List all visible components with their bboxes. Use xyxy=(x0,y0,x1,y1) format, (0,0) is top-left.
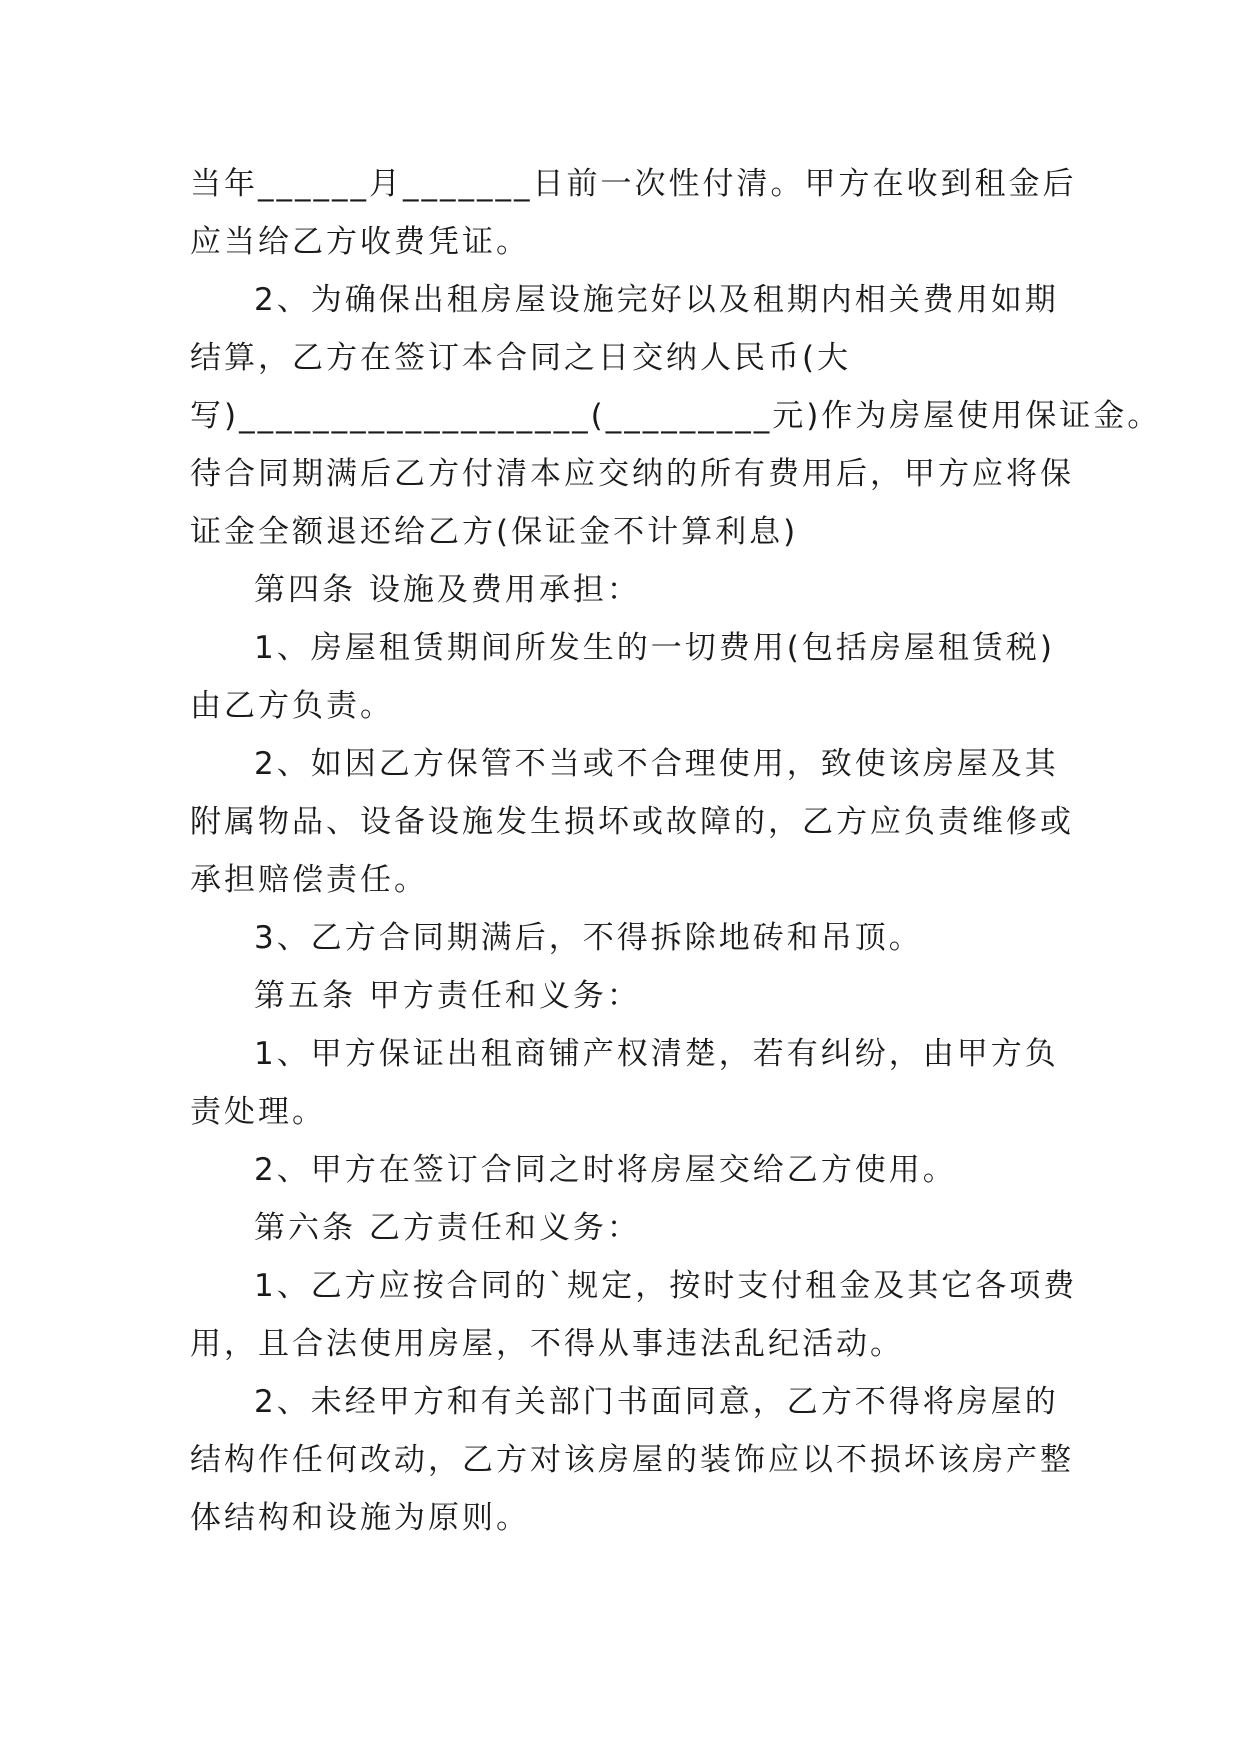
text-line: 责处理。 xyxy=(190,1094,326,1130)
text-line: 待合同期满后乙方付清本应交纳的所有费用后，甲方应将保 xyxy=(190,456,1074,492)
article-heading: 第六条 乙方责任和义务： xyxy=(254,1210,641,1246)
paragraph-start: 1、甲方保证出租商铺产权清楚，若有纠纷，由甲方负 xyxy=(254,1036,1059,1072)
article-heading: 第五条 甲方责任和义务： xyxy=(254,978,641,1014)
paragraph-start: 1、房屋租赁期间所发生的一切费用(包括房屋租赁税) xyxy=(254,630,1055,666)
article-heading: 第四条 设施及费用承担： xyxy=(254,572,641,608)
text-line: 证金全额退还给乙方(保证金不计算利息) xyxy=(190,514,799,550)
text-line: 承担赔偿责任。 xyxy=(190,862,428,898)
paragraph-start: 3、乙方合同期满后，不得拆除地砖和吊顶。 xyxy=(254,920,923,956)
text-line: 体结构和设施为原则。 xyxy=(190,1500,530,1536)
paragraph-start: 2、甲方在签订合同之时将房屋交给乙方使用。 xyxy=(254,1152,957,1188)
paragraph-start: 2、为确保出租房屋设施完好以及租期内相关费用如期 xyxy=(254,282,1059,318)
text-line: 用，且合法使用房屋，不得从事违法乱纪活动。 xyxy=(190,1326,904,1362)
text-line: 结构作任何改动，乙方对该房屋的装饰应以不损坏该房产整 xyxy=(190,1442,1074,1478)
paragraph-start: 1、乙方应按合同的`规定，按时支付租金及其它各项费 xyxy=(254,1268,1078,1304)
text-line: 结算，乙方在签订本合同之日交纳人民币(大 xyxy=(190,340,852,376)
paragraph-start: 2、未经甲方和有关部门书面同意，乙方不得将房屋的 xyxy=(254,1384,1059,1420)
document-body xyxy=(190,155,1162,1547)
text-line: 附属物品、设备设施发生损坏或故障的，乙方应负责维修或 xyxy=(190,804,1074,840)
paragraph-start: 2、如因乙方保管不当或不合理使用，致使该房屋及其 xyxy=(254,746,1059,782)
text-line: 当年______月_______日前一次性付清。甲方在收到租金后 xyxy=(190,166,1077,202)
text-line: 写)___________________(_________元)作为房屋使用保证金。 xyxy=(190,398,1162,434)
text-line: 由乙方负责。 xyxy=(190,688,394,724)
text-line: 应当给乙方收费凭证。 xyxy=(190,224,530,260)
